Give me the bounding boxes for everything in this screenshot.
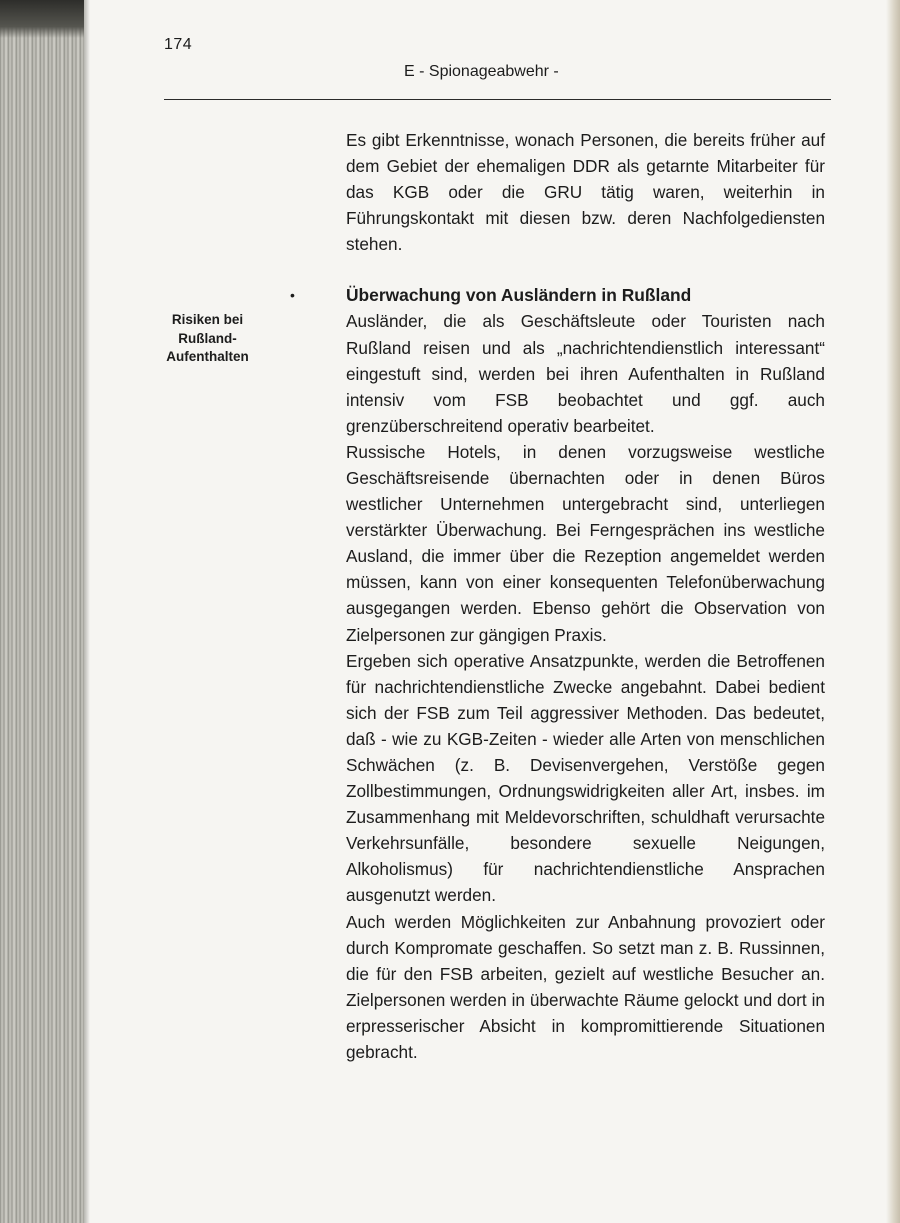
section-paragraph-2: Russische Hotels, in denen vorzugsweise westliche Geschäftsreisende übernachten oder in denen Büros westlicher Unternehmen untergebracht sind, unterliegen verstärkter Überwachung. Bei Ferngesprächen ins westliche Ausland, die immer über die Rezeption angemeldet werden müssen, kann von einer konsequenten Telefonüberwachung ausgegangen werden. Ebenso gehört die Observation von Zielpersonen zur gängigen Praxis. <box>346 441 825 645</box>
section-paragraph-3: Ergeben sich operative Ansatzpunkte, werden die Betroffenen für nachrichtendienstliche Zwecke angebahnt. Dabei bedient sich der FSB zum Teil aggressiver Methoden. Das bedeutet, daß - wie zu KGB-Zeiten - wieder alle Arten von menschlichen Schwächen (z. B. Devisenvergehen, Verstöße gegen Zollbestimmungen, Ordnungswidrigkeiten aller Art, insbes. im Zusammenhang mit Meldevorschriften, schuldhaft verursachte Verkehrsunfälle, besondere sexuelle Neigungen, Alkoholismus) für nachrichtendienstliche Ansprachen ausgenutzt werden. <box>346 650 825 906</box>
bullet-icon: • <box>290 287 295 303</box>
section-heading: Überwachung von Ausländern in Rußland <box>346 285 692 305</box>
section-paragraph-1: Ausländer, die als Geschäftsleute oder Touristen nach Rußland reisen und als „nachrichtendienstlich interessant“ eingestuft sind, werden bei ihren Aufenthalten in Rußland intensiv vom FSB beobachtet und ggf. auch grenzüberschreitend operativ bearbeitet. <box>346 311 825 436</box>
right-page-edge <box>886 0 900 1223</box>
book-edge-top-shadow <box>0 0 84 38</box>
section-block <box>346 282 825 1065</box>
page-number: 174 <box>164 36 193 53</box>
running-head: E - Spionageabwehr - <box>404 63 559 80</box>
book-edge-scan-shadow <box>0 0 84 1223</box>
intro-block <box>346 127 825 257</box>
section-paragraph-4: Auch werden Möglichkeiten zur Anbahnung provoziert oder durch Kompromate geschaffen. So setzt man z. B. Russinnen, die für den FSB arbeiten, gezielt auf westliche Besucher an. Zielpersonen werden in überwachte Räume gelockt und dort in erpresserischer Absicht in kompromittierende Situationen gebracht. <box>346 911 825 1063</box>
margin-note: Risiken bei Rußland-Aufenthalten <box>166 312 249 364</box>
header-rule <box>164 99 831 100</box>
intro-paragraph: Es gibt Erkenntnisse, wonach Personen, die bereits früher auf dem Gebiet der ehemaligen DDR als getarnte Mitarbeiter für das KGB oder die GRU tätig waren, weiterhin in Führungskontakt mit diesen bzw. deren Nachfolgediensten stehen. <box>346 130 825 255</box>
